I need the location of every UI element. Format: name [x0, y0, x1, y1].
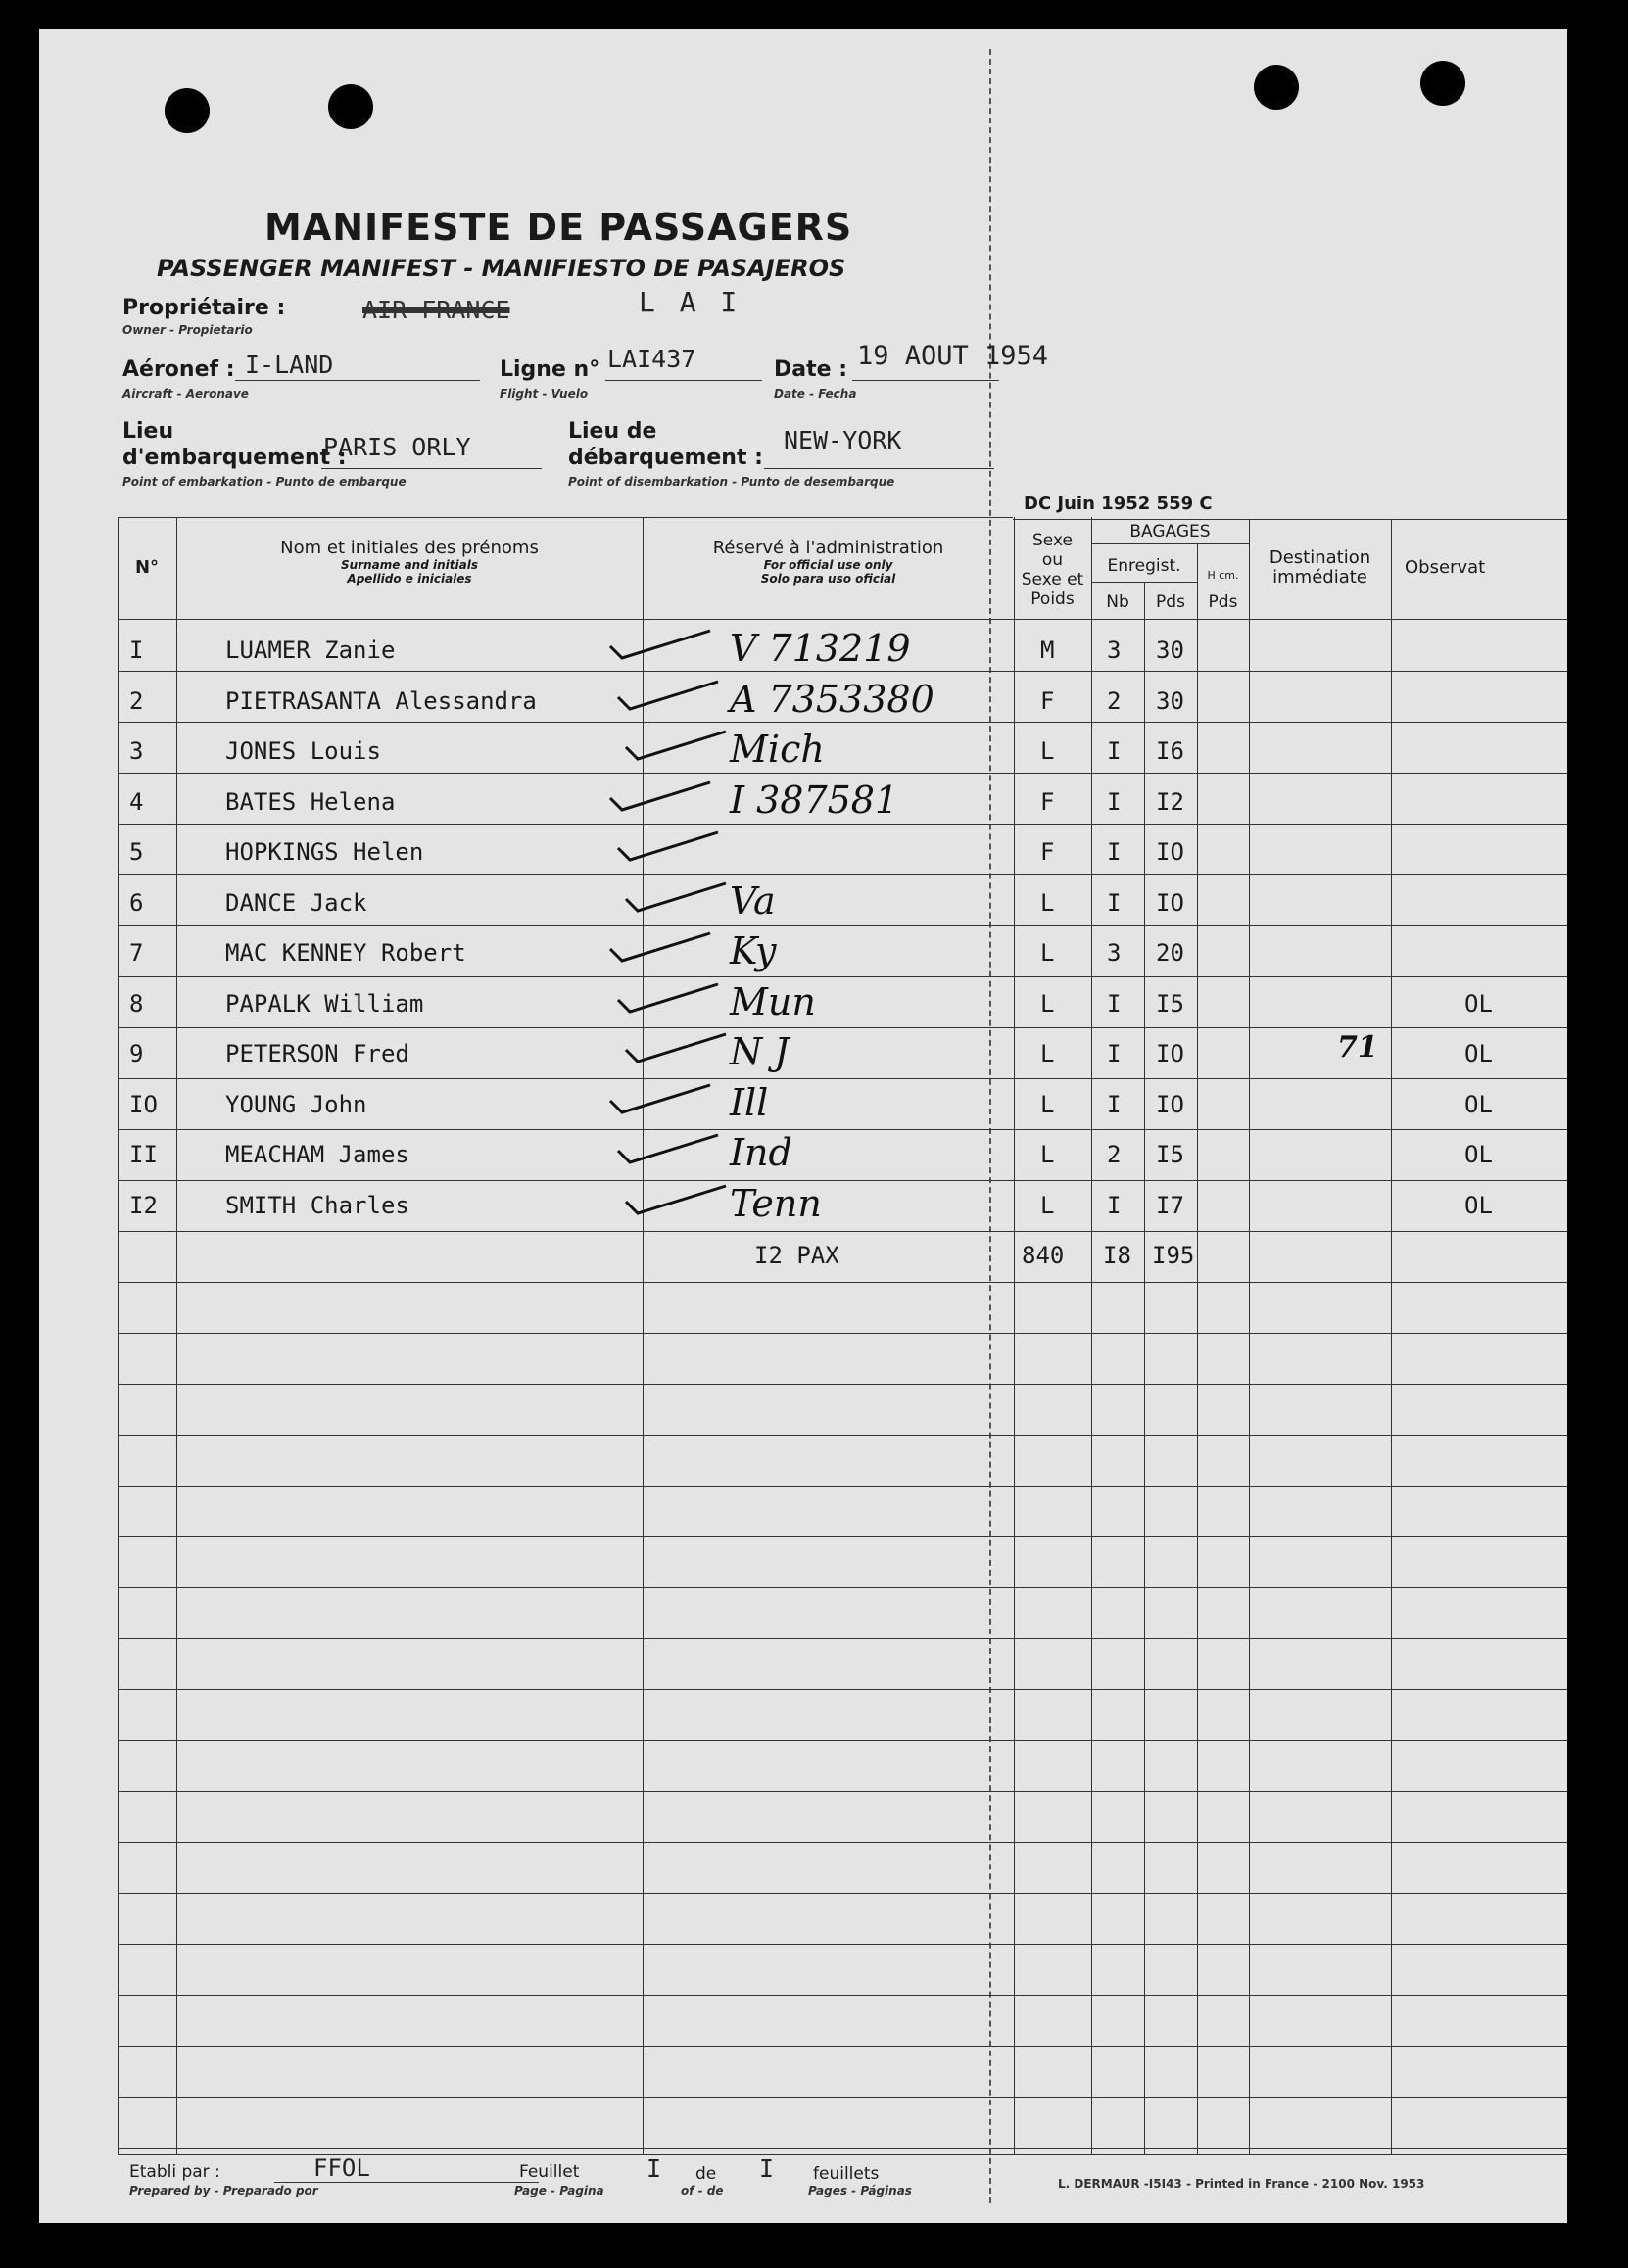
aircraft-value: I-LAND: [245, 351, 334, 379]
cell-pds: IO: [1156, 1090, 1184, 1118]
flight-label: Ligne n°: [500, 357, 600, 382]
check-mark-icon: [618, 875, 736, 924]
cell-no: 4: [129, 787, 144, 816]
sheet-sub: Page - Pagina: [514, 2184, 604, 2197]
cell-sex: L: [1040, 989, 1055, 1017]
punch-hole: [1254, 65, 1299, 110]
embark-label-2: d'embarquement :: [122, 446, 347, 470]
check-mark-icon: [610, 1127, 728, 1176]
cell-pds: I6: [1156, 737, 1184, 765]
cell-nb: 2: [1107, 1141, 1122, 1168]
punch-hole: [328, 84, 373, 129]
row-line: [118, 1995, 1567, 1996]
embark-label-1: Lieu: [122, 419, 174, 444]
col-line-nb: [1144, 582, 1145, 2154]
cell-no: 8: [129, 989, 144, 1017]
row-line: [118, 773, 1567, 774]
row-line: [118, 2097, 1567, 2098]
date-label: Date :: [774, 357, 848, 382]
row-line: [118, 1333, 1567, 1334]
row-line: [118, 1384, 1567, 1385]
cell-admin: Mun: [730, 979, 816, 1023]
row-line: [118, 1893, 1567, 1894]
cell-no: 5: [129, 838, 144, 866]
col-header-cabin-pds: Pds: [1208, 592, 1238, 612]
cell-admin: Ky: [730, 929, 777, 972]
date-value: 19 AOUT 1954: [857, 341, 1049, 371]
cell-nb: 3: [1107, 939, 1122, 967]
cell-obs: OL: [1464, 1141, 1493, 1168]
cell-name: HOPKINGS Helen: [225, 838, 424, 866]
cell-no: II: [129, 1141, 158, 1168]
col-header-admin: Réservé à l'administration For official use only Solo para uso oficial: [712, 538, 944, 586]
cell-name: PAPALK William: [225, 989, 424, 1017]
row-line: [118, 1944, 1567, 1945]
check-mark-icon: [618, 1026, 736, 1075]
col-header-sex: Sexe ou Sexe et Poids: [1021, 531, 1084, 609]
cell-nb: I: [1107, 838, 1122, 866]
check-mark-icon: [618, 724, 736, 773]
row-line: [118, 2046, 1567, 2047]
col-line-dest: [1391, 519, 1392, 2154]
total-weight: 840: [1022, 1242, 1065, 1269]
flight-underline: [605, 380, 762, 381]
disembark-label-2: débarquement :: [568, 446, 763, 470]
cell-name: MEACHAM James: [225, 1141, 409, 1168]
manifest-sheet: [39, 29, 1567, 2223]
cell-sex: L: [1040, 939, 1055, 967]
prepared-by-value: FFOL: [313, 2154, 370, 2182]
cell-no: 7: [129, 939, 144, 967]
row-line: [118, 1587, 1567, 1588]
check-mark-icon: [618, 1178, 736, 1227]
cell-nb: I: [1107, 737, 1122, 765]
cell-obs: OL: [1464, 1040, 1493, 1067]
page-title: MANIFESTE DE PASSAGERS: [264, 206, 853, 249]
embark-value: PARIS ORLY: [323, 433, 471, 461]
punch-hole: [165, 88, 210, 133]
cell-name: DANCE Jack: [225, 888, 367, 917]
owner-value: L A I: [639, 286, 742, 318]
prepared-by-label: Etabli par :: [129, 2162, 220, 2182]
cell-pds: 20: [1156, 939, 1184, 967]
form-code: DC Juin 1952 559 C: [1024, 494, 1213, 514]
col-line-pds: [1197, 543, 1198, 2154]
date-sub-label: Date - Fecha: [774, 387, 857, 401]
col-header-registered: Enregist.: [1107, 556, 1181, 576]
row-line: [118, 1027, 1567, 1028]
cell-admin: I 387581: [730, 778, 899, 822]
col-line-left: [118, 517, 119, 2154]
check-mark-icon: [610, 825, 728, 874]
sheets-label: feuillets: [813, 2164, 880, 2184]
page-subtitle: PASSENGER MANIFEST - MANIFIESTO DE PASAJEROS: [157, 255, 846, 282]
cell-name: YOUNG John: [225, 1090, 367, 1118]
cell-pds: I5: [1156, 1141, 1184, 1168]
row-line: [118, 1078, 1567, 1079]
aircraft-sub-label: Aircraft - Aeronave: [122, 387, 249, 401]
cell-no: 9: [129, 1040, 144, 1067]
cell-name: LUAMER Zanie: [225, 637, 396, 664]
cell-pds: IO: [1156, 838, 1184, 866]
row-line: [118, 1129, 1567, 1130]
cell-sex: F: [1040, 787, 1055, 816]
col-header-cabin: H cm.: [1207, 569, 1239, 582]
cell-sex: M: [1040, 637, 1055, 664]
of-value: I: [759, 2154, 775, 2183]
col-line-sex: [1091, 517, 1092, 2154]
cell-nb: I: [1107, 1191, 1122, 1219]
row-line: [118, 1486, 1567, 1487]
cell-admin: N J: [730, 1030, 790, 1073]
row-line: [118, 1689, 1567, 1690]
aircraft-label: Aéronef :: [122, 357, 235, 382]
cell-no: 2: [129, 686, 144, 715]
cell-sex: L: [1040, 1191, 1055, 1219]
total-nb: I8: [1103, 1242, 1131, 1269]
check-mark-icon: [610, 674, 728, 723]
printer-imprint: L. DERMAUR -I5I43 - Printed in France - 2100 Nov. 1953: [1058, 2177, 1425, 2191]
aircraft-underline: [235, 380, 480, 381]
col-header-destination: Destination immédiate: [1269, 547, 1371, 588]
col-line-no: [176, 517, 177, 2154]
col-header-no: N°: [134, 557, 160, 578]
cell-name: PETERSON Fred: [225, 1040, 409, 1067]
cell-obs: OL: [1464, 1090, 1493, 1118]
cell-admin: Ill: [730, 1080, 769, 1124]
cell-no: I2: [129, 1191, 158, 1219]
cell-pds: I5: [1156, 989, 1184, 1017]
cell-sex: L: [1040, 1141, 1055, 1168]
cell-pds: 30: [1156, 686, 1184, 715]
disembark-value: NEW-YORK: [784, 426, 902, 454]
cell-admin: Tenn: [730, 1181, 822, 1225]
cell-sex: L: [1040, 737, 1055, 765]
col-header-pds: Pds: [1156, 592, 1185, 612]
fold-line: [989, 49, 991, 2203]
baggage-header-line: [1091, 543, 1249, 544]
row-line: [118, 1180, 1567, 1181]
cell-sex: L: [1040, 888, 1055, 917]
cell-admin: Mich: [730, 728, 825, 771]
sheet-label: Feuillet: [519, 2162, 580, 2182]
cell-dest: 71: [1337, 1030, 1378, 1064]
row-line: [118, 1740, 1567, 1741]
cell-admin: Va: [730, 878, 776, 922]
col-line-admin: [1014, 517, 1015, 2154]
sheets-sub: Pages - Páginas: [808, 2184, 912, 2197]
row-line: [118, 925, 1567, 926]
cell-obs: OL: [1464, 1191, 1493, 1219]
cell-sex: F: [1040, 686, 1055, 715]
check-mark-icon: [602, 775, 720, 824]
cell-nb: 3: [1107, 637, 1122, 664]
cell-name: MAC KENNEY Robert: [225, 939, 466, 967]
cell-nb: I: [1107, 989, 1122, 1017]
embark-sub-label: Point of embarkation - Punto de embarque: [122, 475, 407, 489]
cell-sex: L: [1040, 1090, 1055, 1118]
row-line: [118, 722, 1567, 723]
cell-name: BATES Helena: [225, 787, 396, 816]
punch-hole: [1420, 61, 1465, 106]
cell-pds: 30: [1156, 637, 1184, 664]
cell-no: I: [129, 637, 144, 664]
row-line: [118, 1231, 1567, 1232]
row-line: [118, 874, 1567, 875]
row-line: [118, 824, 1567, 825]
cell-name: SMITH Charles: [225, 1191, 409, 1219]
flight-value: LAI437: [607, 345, 696, 373]
cell-pds: IO: [1156, 1040, 1184, 1067]
sheet-value: I: [646, 2154, 662, 2183]
row-line: [118, 671, 1567, 672]
of-label: de: [695, 2164, 717, 2184]
row-line: [118, 1435, 1567, 1436]
row-line: [118, 1282, 1567, 1283]
flight-sub-label: Flight - Vuelo: [500, 387, 589, 401]
row-line: [118, 2148, 1567, 2149]
cell-sex: F: [1040, 838, 1055, 866]
cell-no: 3: [129, 737, 144, 765]
date-underline: [852, 380, 999, 381]
table-top-line: [118, 517, 1013, 518]
cell-admin: Ind: [730, 1131, 792, 1174]
disembark-sub-label: Point of disembarkation - Punto de desembarque: [568, 475, 895, 489]
embark-underline: [321, 468, 542, 469]
row-line: [118, 1638, 1567, 1639]
cell-nb: I: [1107, 888, 1122, 917]
prepared-underline: [274, 2182, 539, 2183]
cell-sex: L: [1040, 1040, 1055, 1067]
table-top-line-right: [1013, 519, 1567, 520]
of-sub: of - de: [681, 2184, 724, 2197]
disembark-label-1: Lieu de: [568, 419, 657, 444]
cell-obs: OL: [1464, 989, 1493, 1017]
row-line: [118, 1842, 1567, 1843]
check-mark-icon: [602, 1077, 720, 1126]
cell-nb: I: [1107, 1090, 1122, 1118]
cell-no: IO: [129, 1090, 158, 1118]
cell-admin: V 713219: [730, 627, 911, 670]
col-header-baggage: BAGAGES: [1129, 522, 1211, 542]
disembark-underline: [764, 468, 994, 469]
cell-name: JONES Louis: [225, 737, 381, 765]
cell-admin: A 7353380: [730, 677, 934, 721]
col-line-cabin: [1249, 519, 1250, 2154]
check-mark-icon: [610, 976, 728, 1025]
check-mark-icon: [602, 925, 720, 974]
cell-nb: I: [1107, 1040, 1122, 1067]
cell-pds: I2: [1156, 787, 1184, 816]
cell-no: 6: [129, 888, 144, 917]
owner-label: Propriétaire :: [122, 296, 286, 320]
cell-pds: IO: [1156, 888, 1184, 917]
cell-name: PIETRASANTA Alessandra: [225, 686, 537, 715]
row-line: [118, 976, 1567, 977]
col-header-nb: Nb: [1106, 592, 1129, 612]
table-header-bottom-line: [118, 619, 1567, 620]
total-pds: I95: [1152, 1242, 1195, 1269]
cell-pds: I7: [1156, 1191, 1184, 1219]
cell-nb: I: [1107, 787, 1122, 816]
check-mark-icon: [602, 623, 720, 672]
cell-nb: 2: [1107, 686, 1122, 715]
total-pax: I2 PAX: [754, 1242, 839, 1269]
row-line: [118, 1536, 1567, 1537]
col-header-name: Nom et initiales des prénoms Surname and initials Apellido e iniciales: [280, 538, 539, 586]
row-line: [118, 1791, 1567, 1792]
prepared-by-sub: Prepared by - Preparado por: [129, 2184, 318, 2197]
owner-struck-value: AIR FRANCE: [362, 296, 510, 324]
owner-sub-label: Owner - Propietario: [122, 323, 253, 337]
col-header-observations: Observat: [1405, 557, 1486, 578]
